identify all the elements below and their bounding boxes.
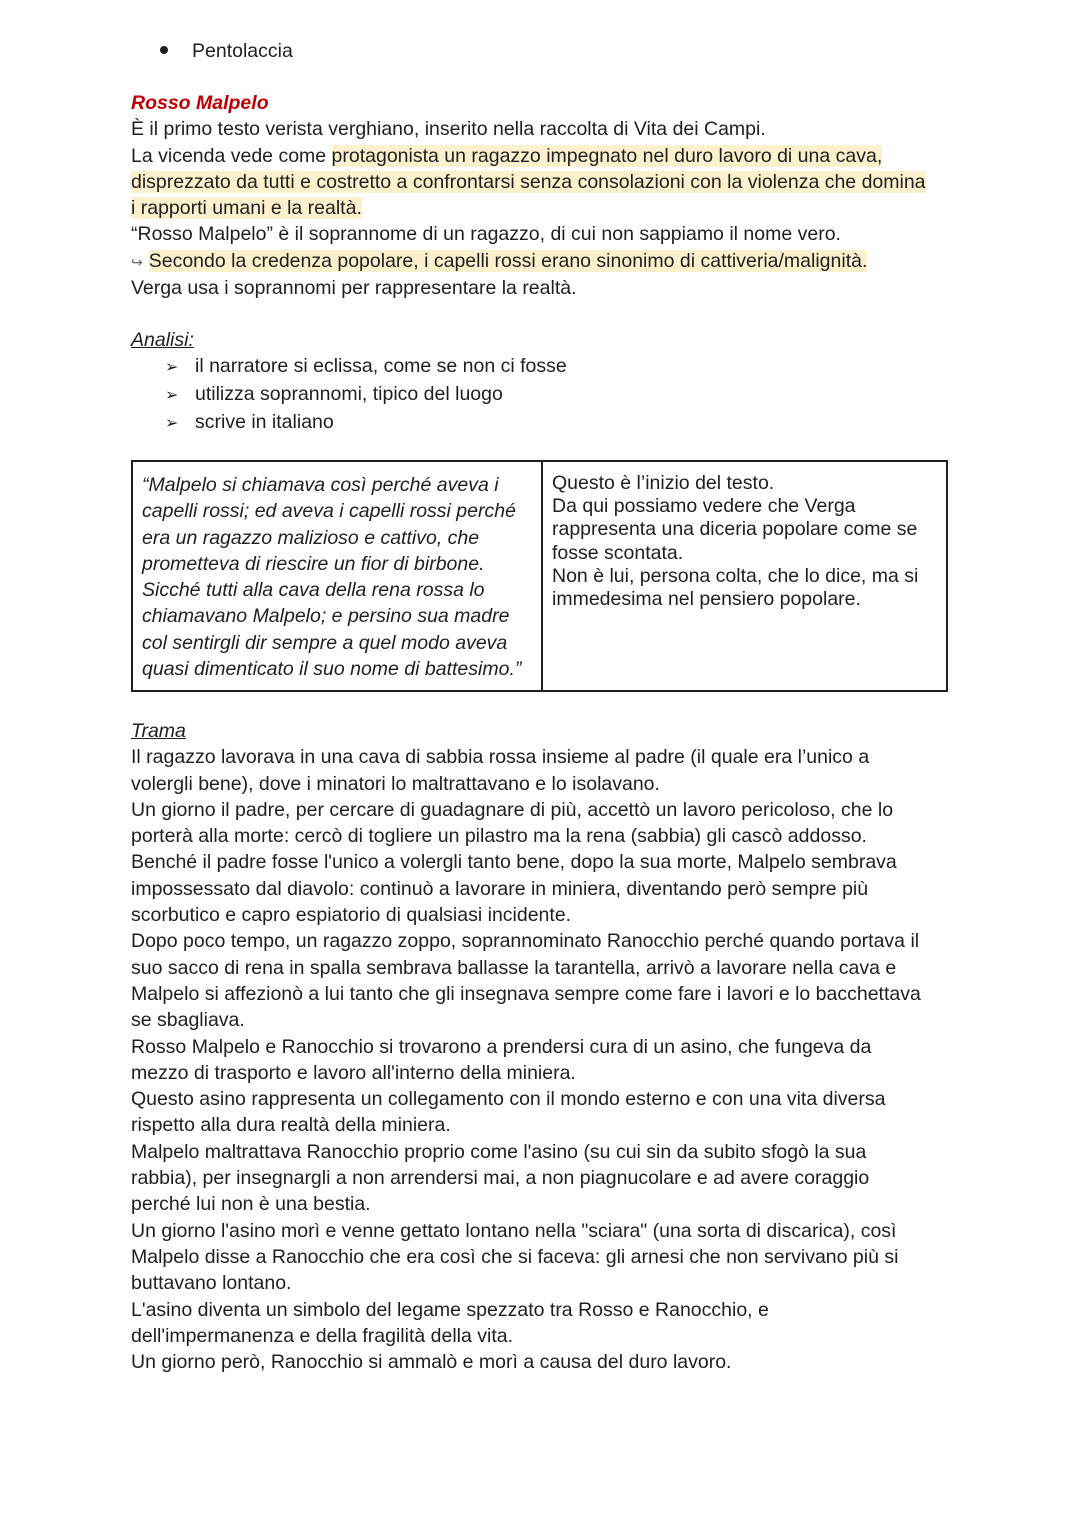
paragraph-line: buttavano lontano. bbox=[131, 1272, 292, 1295]
paragraph-line: rispetto alla dura realtà della miniera. bbox=[131, 1114, 451, 1137]
paragraph-line: impossessato dal diavolo: continuò a lavorare in miniera, diventando però sempre più bbox=[131, 877, 869, 900]
paragraph-line: Verga usa i soprannomi per rappresentare la realtà. bbox=[131, 277, 577, 300]
list-item: ➢ il narratore si eclissa, come se non ci fosse bbox=[165, 353, 951, 381]
highlight: Secondo la credenza popolare, i capelli rossi erano sinonimo di cattiveria/malignità. bbox=[148, 249, 868, 272]
paragraph-line: porterà alla morte: cercò di togliere un pilastro ma la rena (sabbia) gli cascò addosso. bbox=[131, 825, 867, 848]
paragraph-line: scorbutico e capro espiatorio di qualsiasi incidente. bbox=[131, 904, 572, 927]
paragraph-line: “Rosso Malpelo” è il soprannome di un ragazzo, di cui non sappiamo il nome vero. bbox=[131, 223, 841, 246]
paragraph-line: Un giorno il padre, per cercare di guadagnare di più, accettò un lavoro pericoloso, che lo bbox=[131, 798, 894, 821]
list-item: ➢ utilizza soprannomi, tipico del luogo bbox=[165, 381, 951, 409]
paragraph-line: Il ragazzo lavorava in una cava di sabbia rossa insieme al padre (il quale era l’unico a bbox=[131, 746, 870, 769]
paragraph-line: Malpelo disse a Ranocchio che era così che si faceva: gli arnesi che non servivano più si bbox=[131, 1245, 899, 1268]
highlight: protagonista un ragazzo impegnato nel duro lavoro di una cava, bbox=[331, 144, 883, 167]
analisi-section bbox=[131, 327, 951, 437]
arrowhead-bullet-icon: ➢ bbox=[165, 415, 179, 433]
paragraph-line: Malpelo si affezionò a lui tanto che gli insegnava sempre come fare i lavori e lo bacchettava bbox=[131, 982, 921, 1005]
analisi-list bbox=[131, 353, 951, 437]
trama-section bbox=[131, 718, 951, 1375]
paragraph-line bbox=[131, 248, 951, 275]
paragraph-line: L'asino diventa un simbolo del legame spezzato tra Rosso e Ranocchio, e bbox=[131, 1298, 769, 1321]
paragraph-line: È il primo testo verista verghiano, inserito nella raccolta di Vita dei Campi. bbox=[131, 118, 766, 141]
return-arrow-icon: ↪ bbox=[131, 253, 143, 270]
paragraph-line: Malpelo maltrattava Ranocchio proprio come l'asino (su cui sin da subito sfogò la sua bbox=[131, 1140, 867, 1163]
bullet-dot-icon bbox=[160, 46, 168, 54]
paragraph-line: La vicenda vede come protagonista un ragazzo impegnato nel duro lavoro di una cava, bbox=[131, 144, 883, 167]
paragraph-line: Questo asino rappresenta un collegamento con il mondo esterno e con una vita diversa bbox=[131, 1088, 886, 1111]
paragraph-line: Un giorno l'asino morì e venne gettato lontano nella "sciara" (una sorta di discarica), così bbox=[131, 1219, 897, 1242]
paragraph-line: perché lui non è una bestia. bbox=[131, 1193, 371, 1216]
section-title: Rosso Malpelo bbox=[131, 92, 269, 114]
paragraph-line: volergli bene), dove i minatori lo maltrattavano e lo isolavano. bbox=[131, 772, 660, 795]
bullet-text: Pentolaccia bbox=[192, 40, 293, 62]
arrowhead-bullet-icon: ➢ bbox=[165, 387, 179, 405]
paragraph-line: Un giorno però, Ranocchio si ammalò e morì a causa del duro lavoro. bbox=[131, 1351, 732, 1374]
rosso-malpelo-section bbox=[131, 90, 951, 301]
highlight: i rapporti umani e la realtà. bbox=[131, 197, 362, 220]
bullet-item bbox=[160, 38, 293, 64]
list-item: ➢ scrive in italiano bbox=[165, 409, 951, 437]
paragraph-line bbox=[131, 169, 951, 195]
highlight: disprezzato da tutti e costretto a confrontarsi senza consolazioni con la violenza che domina bbox=[131, 170, 926, 193]
paragraph-line: se sbagliava. bbox=[131, 1009, 245, 1032]
paragraph-line: Dopo poco tempo, un ragazzo zoppo, soprannominato Ranocchio perché quando portava il bbox=[131, 930, 920, 953]
quote-cell: “Malpelo si chiamava così perché aveva i capelli rossi; ed aveva i capelli rossi perché era un ragazzo malizioso e cattivo, che prometteva di riescire un fior di birbone. Sicché tutti alla cava della rena rossa lo chiamavano Malpelo; e persino sua madre col sentirgli dir sempre a quel modo aveva quasi dimenticato il suo nome di battesimo.” bbox=[132, 461, 542, 691]
quote-table bbox=[131, 460, 948, 692]
paragraph-line: rabbia), per insegnargli a non arrendersi mai, a non piagnucolare e ad avere coraggio bbox=[131, 1167, 870, 1190]
paragraph-line: mezzo di trasporto e lavoro all'interno della miniera. bbox=[131, 1061, 576, 1084]
paragraph-line bbox=[131, 195, 951, 221]
paragraph-line: Rosso Malpelo e Ranocchio si trovarono a prendersi cura di un asino, che fungeva da bbox=[131, 1035, 872, 1058]
section-heading: Analisi: bbox=[131, 329, 194, 351]
paragraph-line: Benché il padre fosse l'unico a volergli tanto bene, dopo la sua morte, Malpelo sembrava bbox=[131, 851, 897, 874]
arrowhead-bullet-icon: ➢ bbox=[165, 359, 179, 377]
paragraph-line: suo sacco di rena in spalla sembrava ballasse la tarantella, arrivò a lavorare nella cava e bbox=[131, 956, 897, 979]
section-heading: Trama bbox=[131, 720, 186, 742]
comment-cell: Questo è l’inizio del testo. Da qui possiamo vedere che Verga rappresenta una diceria popolare come se fosse scontata. Non è lui, persona colta, che lo dice, ma si immedesima nel pensiero popolare. bbox=[542, 461, 947, 691]
paragraph-line: dell'impermanenza e della fragilità della vita. bbox=[131, 1324, 514, 1347]
